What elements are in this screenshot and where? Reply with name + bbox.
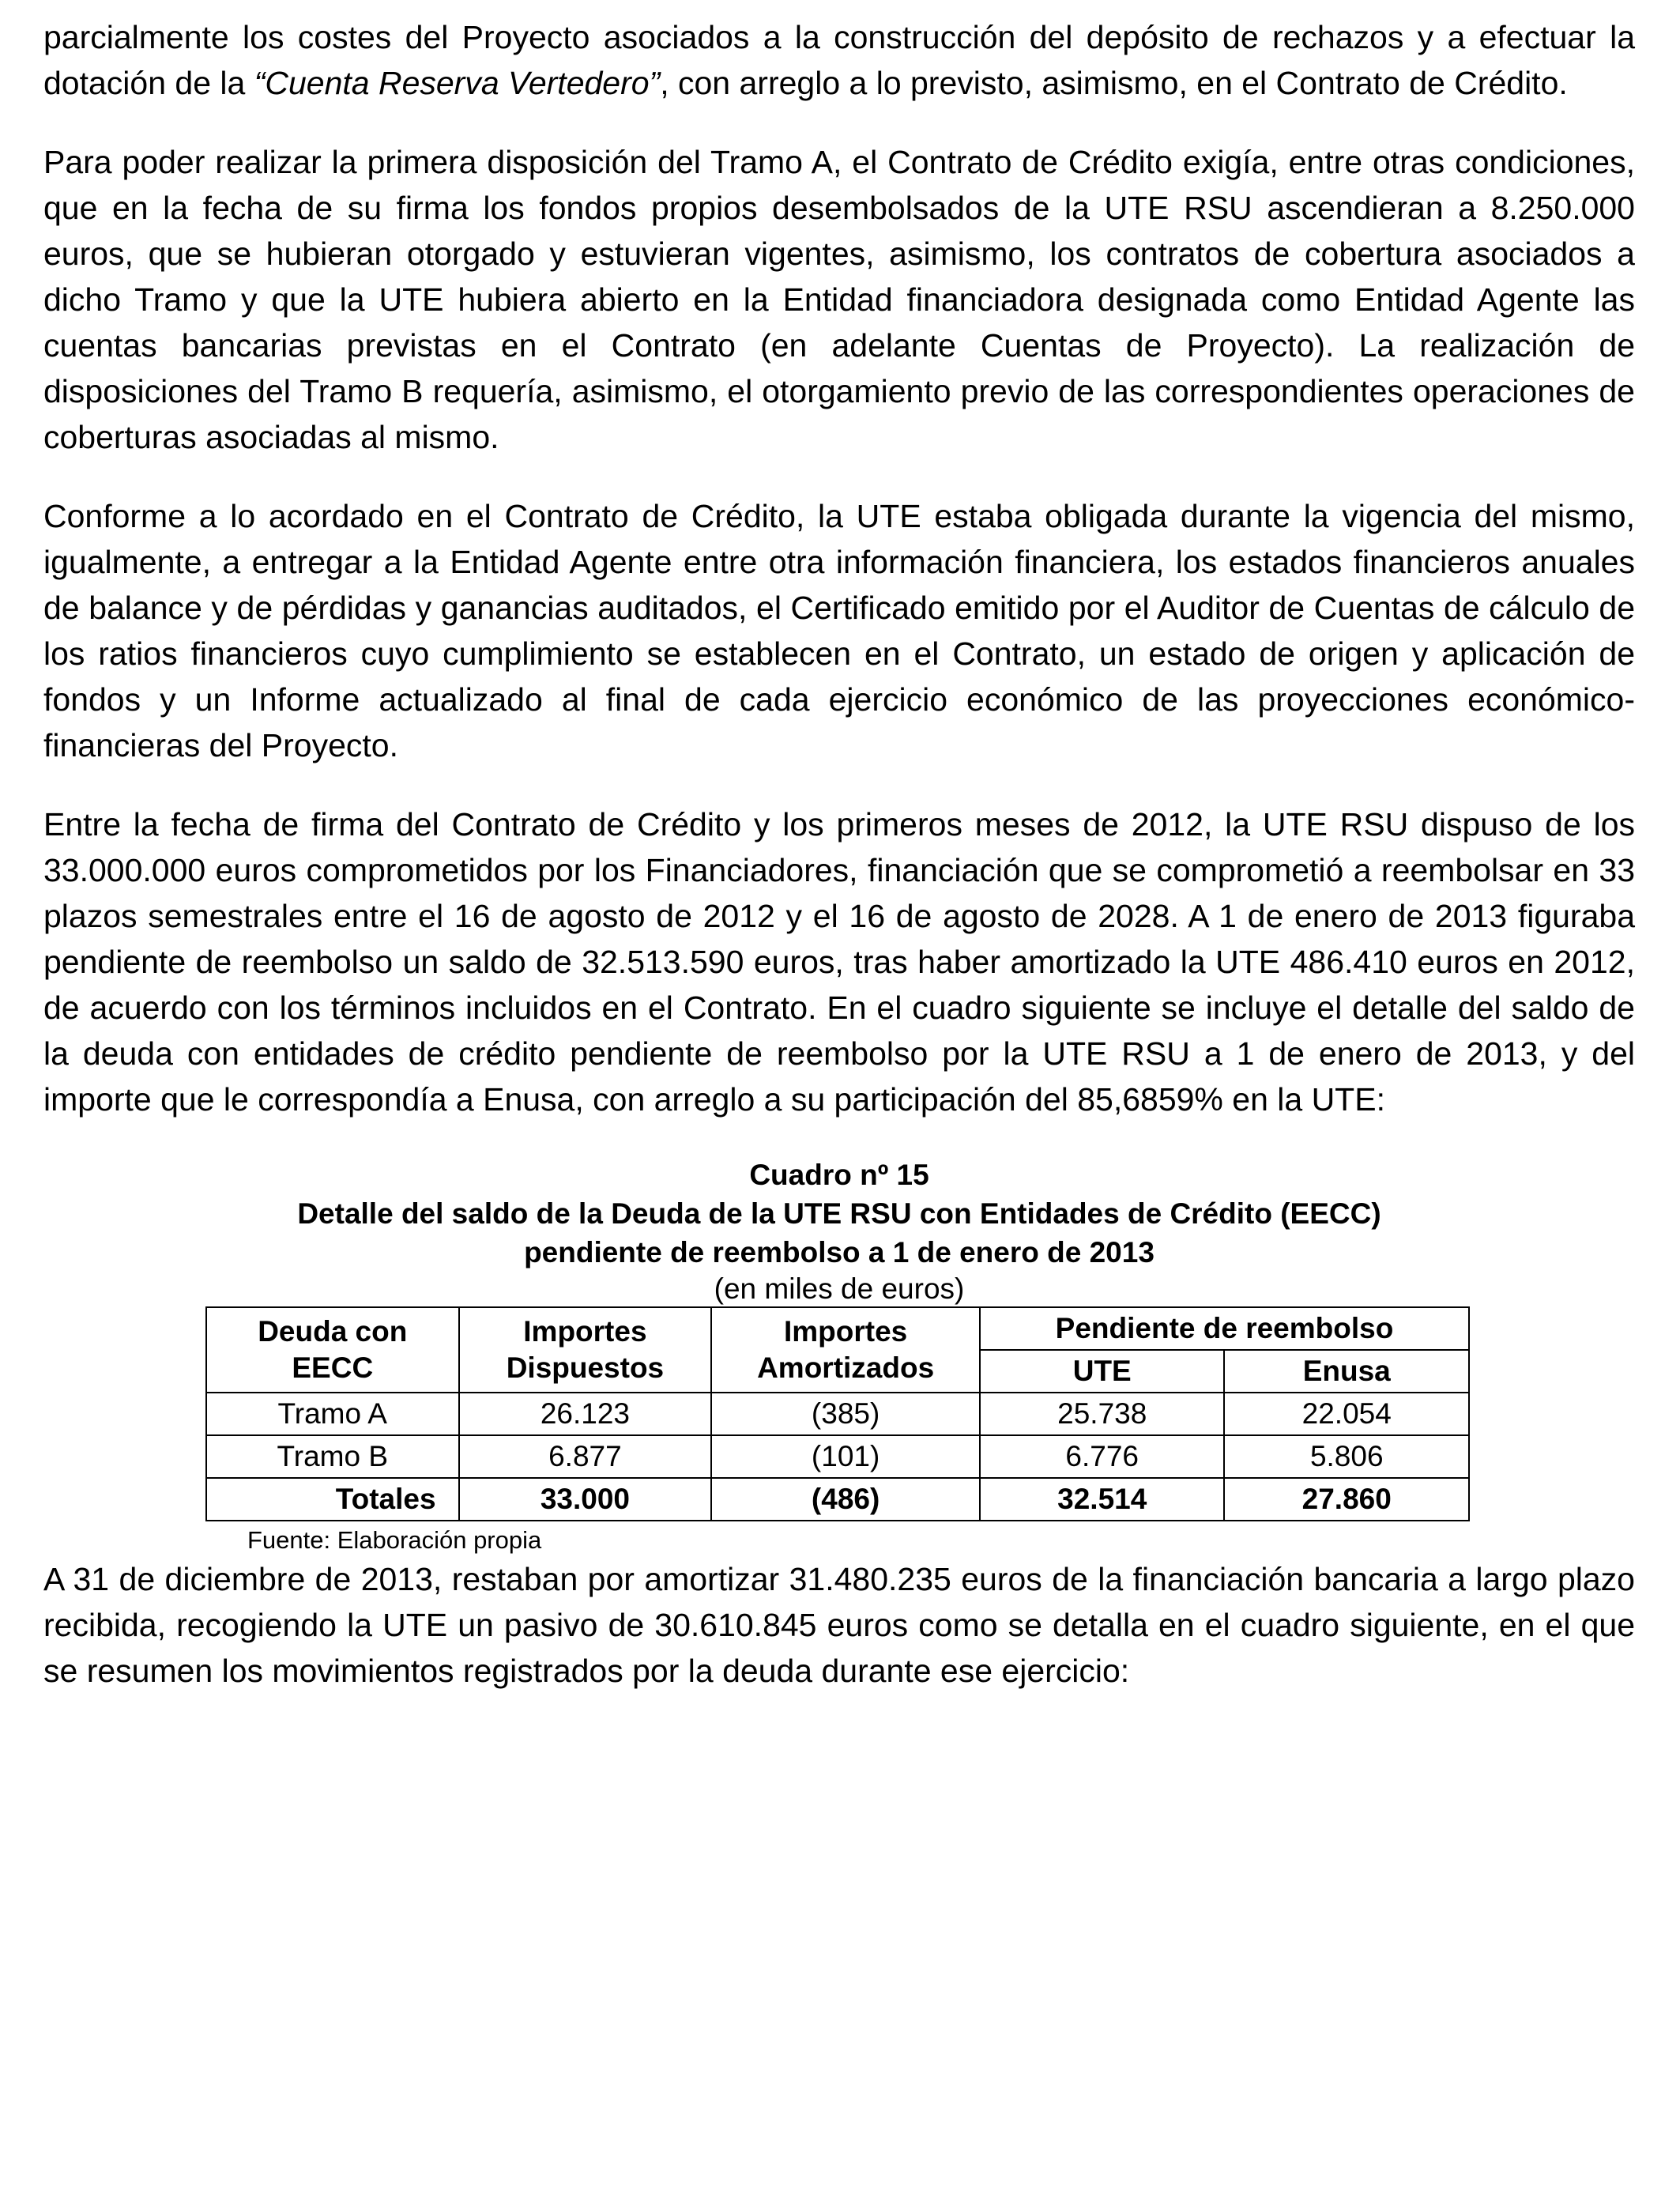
table-caption-number: Cuadro nº 15: [749, 1159, 929, 1191]
header-ute: UTE: [980, 1350, 1224, 1393]
table-cell: (486): [711, 1478, 980, 1521]
table-cell: 22.054: [1224, 1393, 1469, 1435]
document-page: [43, 14, 1635, 1727]
header-importes-dispuestos: Importes Dispuestos: [459, 1307, 712, 1393]
paragraph-4: Entre la fecha de firma del Contrato de Crédito y los primeros meses de 2012, la UTE RSU dispuso de los 33.000.000 euros comprometidos por los Financiadores, financiación que se comprometió a reembolsar en 33 plazos semestrales entre el 16 de agosto de 2012 y el 16 de agosto de 2028. A 1 de enero de 2013 figuraba pendiente de reembolso un saldo de 32.513.590 euros, tras haber amortizado la UTE 486.410 euros en 2012, de acuerdo con los términos incluidos en el Contrato. En el cuadro siguiente se incluye el detalle del saldo de la deuda con entidades de crédito pendiente de reembolso por la UTE RSU a 1 de enero de 2013, y del importe que le correspondía a Enusa, con arreglo a su participación del 85,6859% en la UTE:: [43, 806, 1635, 1118]
paragraph-3: Conforme a lo acordado en el Contrato de Crédito, la UTE estaba obligada durante la vigencia del mismo, igualmente, a entregar a la Entidad Agente entre otra información financiera, los estados financieros anuales de balance y de pérdidas y ganancias auditados, el Certificado emitido por el Auditor de Cuentas de cálculo de los ratios financieros cuyo cumplimiento se establecen en el Contrato, un estado de origen y aplicación de fondos y un Informe actualizado al final de cada ejercicio económico de las proyecciones económico-financieras del Proyecto.: [43, 498, 1635, 763]
table-cell: 6.776: [980, 1435, 1224, 1478]
table-cell: Totales: [206, 1478, 459, 1521]
paragraph-1-italic: “Cuenta Reserva Vertedero”: [254, 65, 661, 101]
table-cell: 5.806: [1224, 1435, 1469, 1478]
table-cell: (101): [711, 1435, 980, 1478]
table-cell: 26.123: [459, 1393, 712, 1435]
paragraph-closing: A 31 de diciembre de 2013, restaban por amortizar 31.480.235 euros de la financiación bancaria a largo plazo recibida, recogiendo la UTE un pasivo de 30.610.845 euros como se detalla en el cuadro siguiente, en el que se resumen los movimientos registrados por la deuda durante ese ejercicio:: [43, 1561, 1635, 1689]
table-header-row: [206, 1307, 1469, 1350]
paragraph-1: [43, 14, 1635, 106]
table-totals-row: [206, 1478, 1469, 1521]
paragraph-2: Para poder realizar la primera disposición del Tramo A, el Contrato de Crédito exigía, entre otras condiciones, que en la fecha de su firma los fondos propios desembolsados de la UTE RSU ascendieran a 8.250.000 euros, que se hubieran otorgado y estuvieran vigentes, asimismo, los contratos de cobertura asociados a dicho Tramo y que la UTE hubiera abierto en la Entidad financiadora designada como Entidad Agente las cuentas bancarias previstas en el Contrato (en adelante Cuentas de Proyecto). La realización de disposiciones del Tramo B requería, asimismo, el otorgamiento previo de las correspondientes operaciones de coberturas asociadas al mismo.: [43, 144, 1635, 455]
table-cell: 27.860: [1224, 1478, 1469, 1521]
table-unit: (en miles de euros): [714, 1272, 965, 1305]
table-cell: 32.514: [980, 1478, 1224, 1521]
table-block: [43, 1155, 1635, 1556]
header-deuda-eecc: Deuda con EECC: [206, 1307, 459, 1393]
header-pendiente-reembolso: Pendiente de reembolso: [980, 1307, 1469, 1350]
table-caption-title: Detalle del saldo de la Deuda de la UTE RSU con Entidades de Crédito (EECC): [297, 1197, 1381, 1230]
table-caption-subtitle: pendiente de reembolso a 1 de enero de 2013: [524, 1236, 1155, 1269]
paragraph-1-text: parcialmente los costes del Proyecto asociados a la construcción del depósito de rechazos y a efectuar la dotación de la: [43, 19, 1635, 101]
table-row: [206, 1393, 1469, 1435]
table-source-note: Fuente: Elaboración propia: [247, 1526, 542, 1554]
table-cell: Tramo A: [206, 1393, 459, 1435]
table-cell: 6.877: [459, 1435, 712, 1478]
table-row: [206, 1435, 1469, 1478]
debt-table: [205, 1306, 1470, 1521]
table-cell: Tramo B: [206, 1435, 459, 1478]
table-cell: 33.000: [459, 1478, 712, 1521]
header-enusa: Enusa: [1224, 1350, 1469, 1393]
table-cell: (385): [711, 1393, 980, 1435]
paragraph-1-suffix: , con arreglo a lo previsto, asimismo, en el Contrato de Crédito.: [660, 65, 1568, 101]
table-cell: 25.738: [980, 1393, 1224, 1435]
header-importes-amortizados: Importes Amortizados: [711, 1307, 980, 1393]
